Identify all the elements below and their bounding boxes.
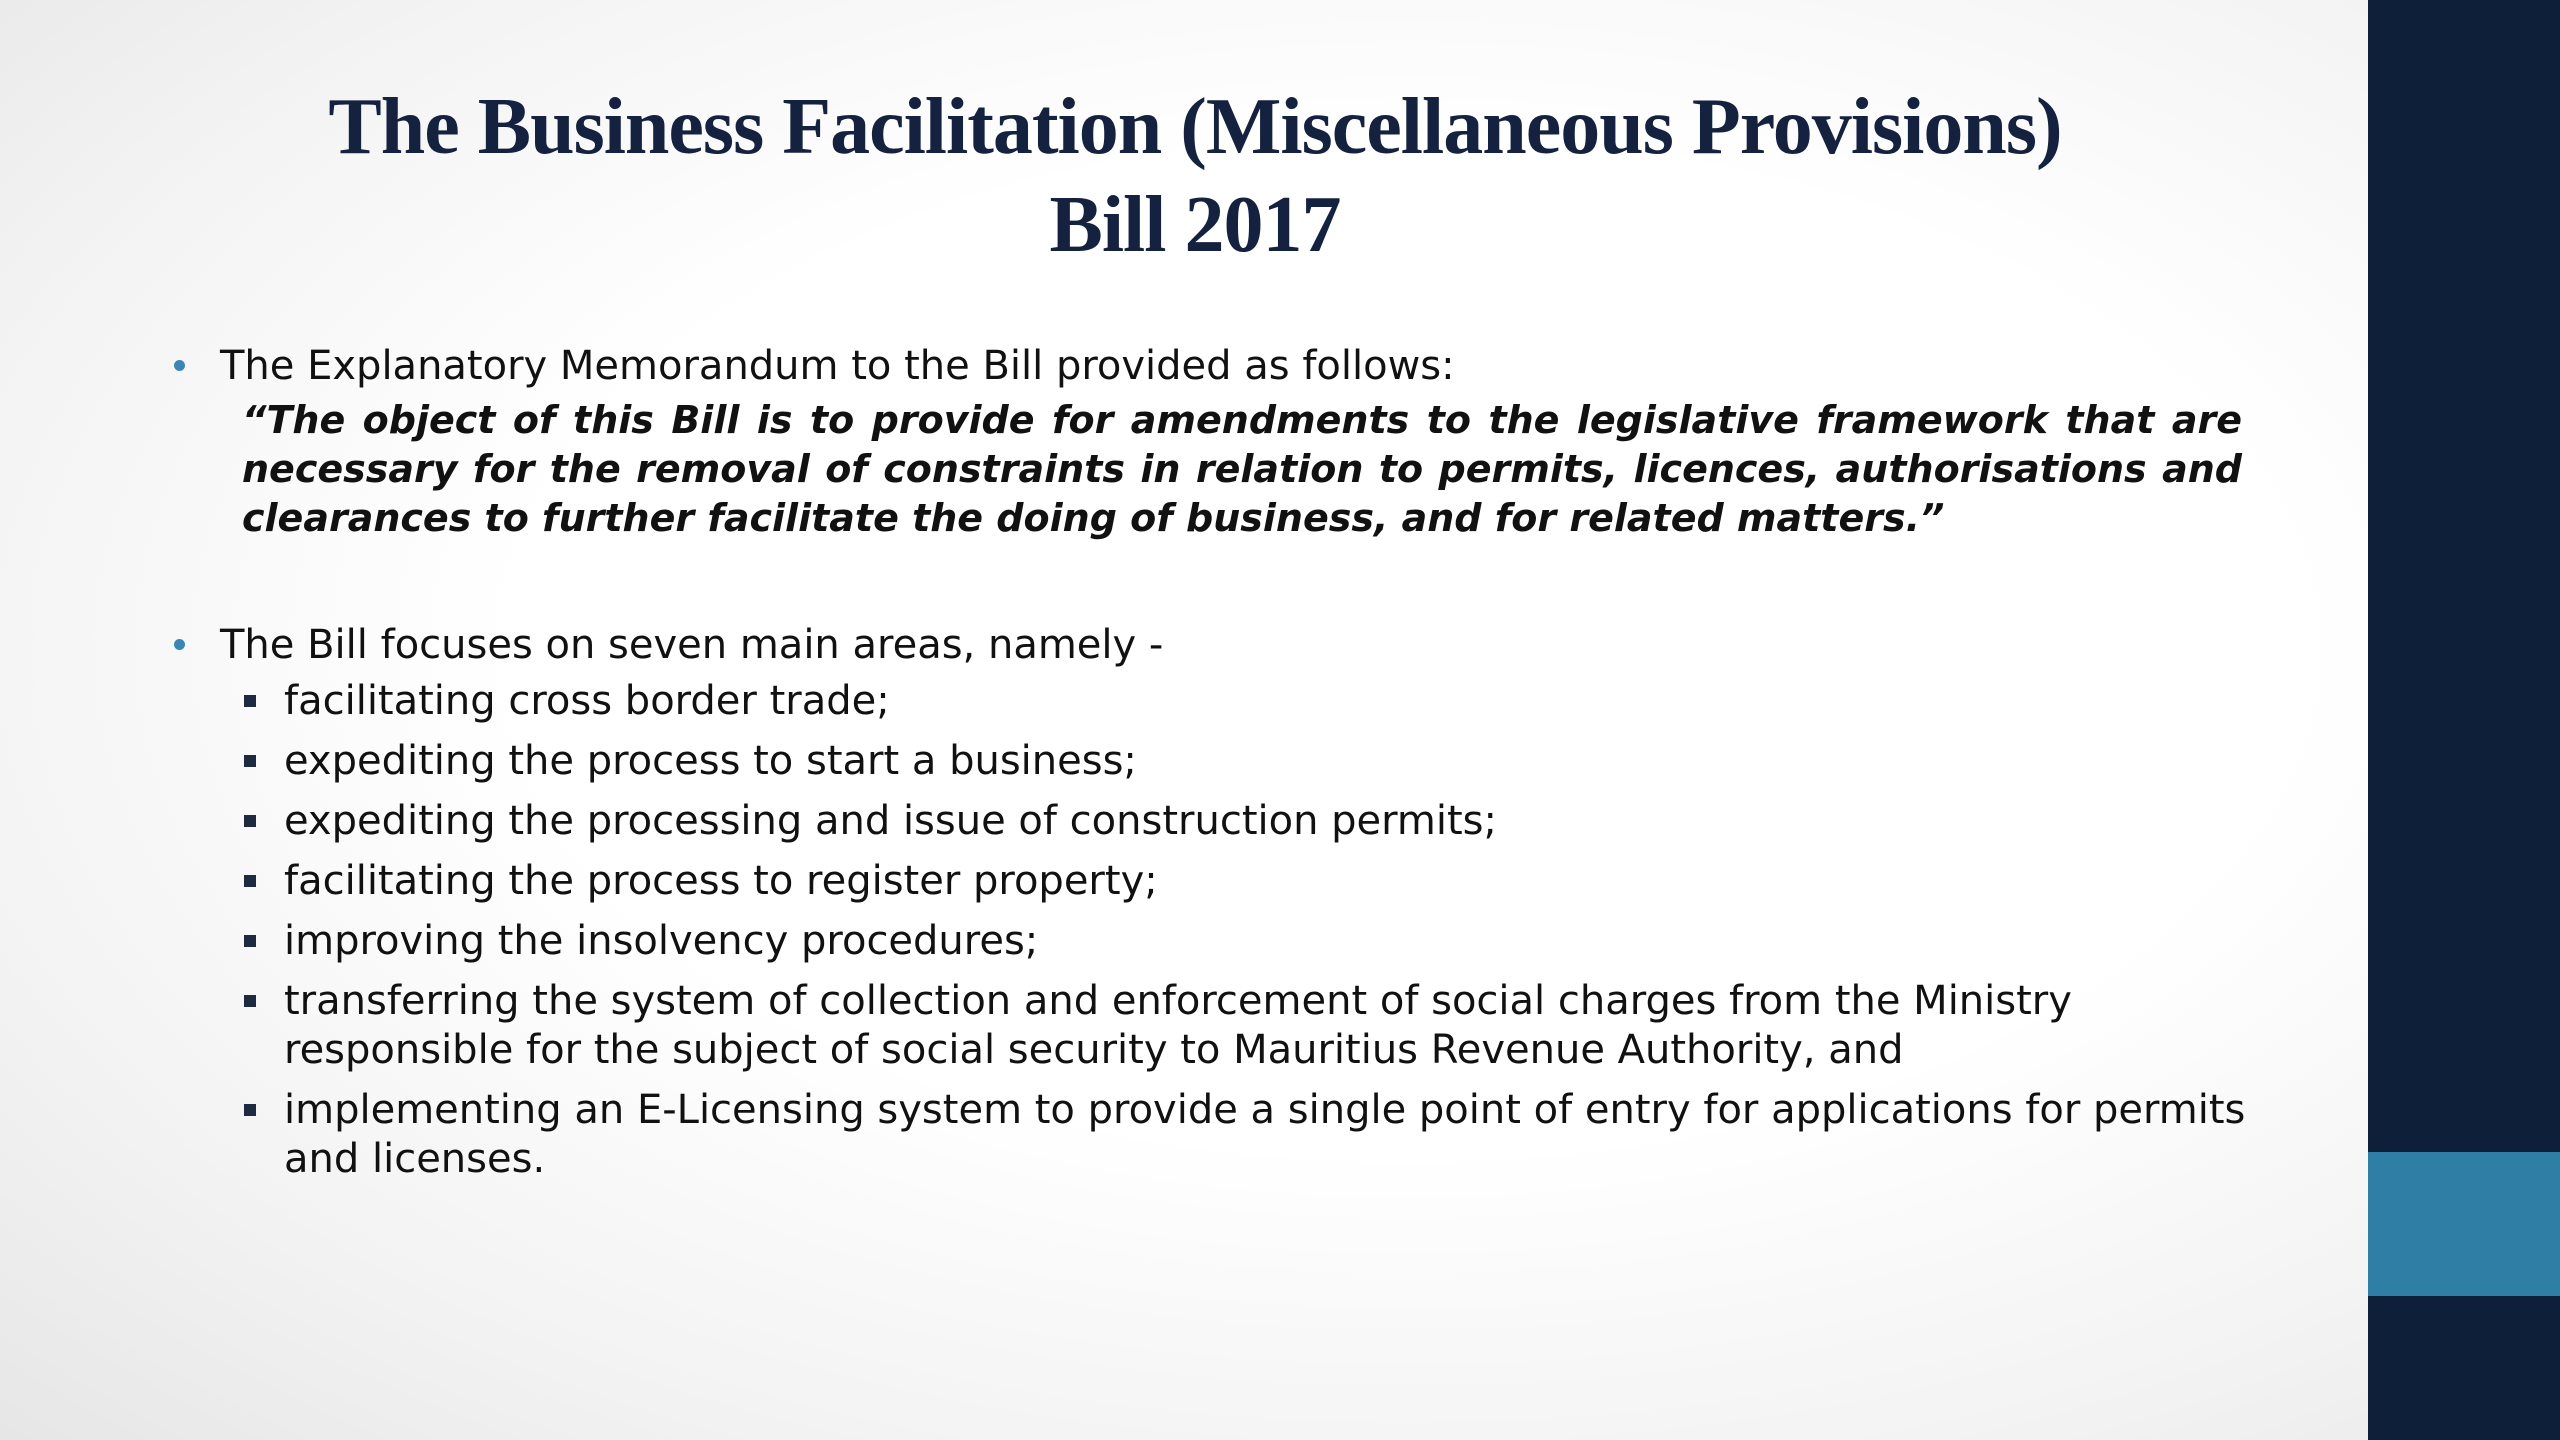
- sidebar-accent-block: [2368, 1152, 2560, 1296]
- area-item-insolvency: improving the insolvency procedures;: [242, 917, 2284, 966]
- memorandum-quote: “The object of this Bill is to provide for amendments to the legislative framework that are necessary for the removal of constraints in relation to permits, licences, authorisations and clearances to further facilitate the doing of business, and for related matters.”: [242, 398, 2242, 540]
- area-item-construction-permits: expediting the processing and issue of construction permits;: [242, 797, 2284, 846]
- area-item-start-business: expediting the process to start a business;: [242, 737, 2284, 786]
- decorative-sidebar: [2368, 0, 2560, 1440]
- area-item-register-property: facilitating the process to register property;: [242, 857, 2284, 906]
- bullet-main-areas: The Bill focuses on seven main areas, namely -: [170, 617, 2250, 673]
- area-item-cross-border-trade: facilitating cross border trade;: [242, 677, 2284, 726]
- area-item-e-licensing: implementing an E-Licensing system to provide a single point of entry for applications for permits and licenses.: [242, 1086, 2284, 1184]
- bullet-explanatory-memorandum: The Explanatory Memorandum to the Bill provided as follows:: [170, 338, 2250, 394]
- slide-title: [150, 78, 2240, 274]
- slide-title-line-2: Bill 2017: [1049, 181, 1341, 269]
- area-item-social-charges: transferring the system of collection and enforcement of social charges from the Ministry responsible for the subject of social security to Mauritius Revenue Authority, and: [242, 977, 2284, 1075]
- slide-body: [170, 338, 2250, 1195]
- slide-title-line-1: The Business Facilitation (Miscellaneous Provisions): [328, 83, 2062, 171]
- spacer: [170, 543, 2250, 617]
- main-areas-list: [170, 677, 2250, 1184]
